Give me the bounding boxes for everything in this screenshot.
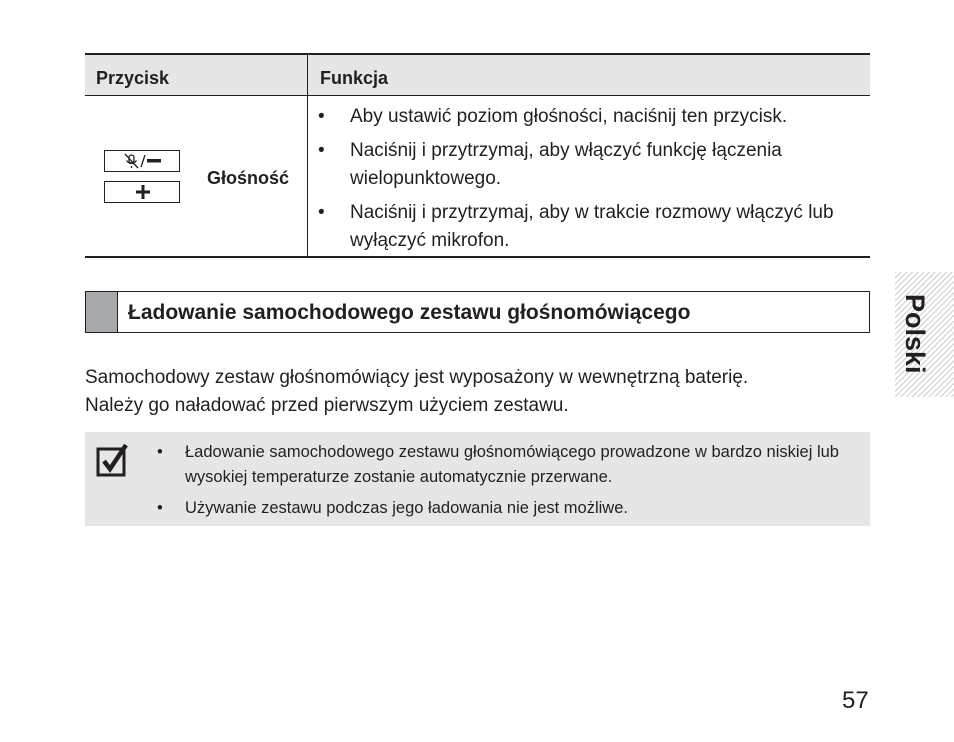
- mute-minus-icon: [105, 151, 179, 171]
- volume-down-key: [104, 150, 180, 172]
- language-side-tab: [895, 272, 954, 397]
- list-item: [318, 103, 868, 131]
- language-label: Polski: [900, 294, 930, 374]
- button-function-table: [85, 53, 870, 258]
- bullet: •: [157, 443, 163, 461]
- section-marker: [86, 292, 118, 332]
- table-column-divider: [307, 55, 308, 256]
- header-przycisk: Przycisk: [96, 68, 170, 88]
- list-item: [318, 137, 868, 193]
- table-header-row: [85, 55, 870, 95]
- bullet: •: [318, 140, 325, 161]
- header-funkcja: Funkcja: [320, 68, 389, 88]
- volume-up-key: [104, 181, 180, 203]
- function-text: Naciśnij i przytrzymaj, aby włączyć funkcję łączenia wielopunktowego.: [350, 140, 782, 189]
- section-heading: [85, 291, 870, 333]
- button-name-label: Głośność: [207, 168, 290, 188]
- list-item: [157, 440, 857, 490]
- note-list: [157, 440, 857, 527]
- function-text: Aby ustawić poziom głośności, naciśnij ten przycisk.: [350, 106, 788, 127]
- function-list: [318, 103, 868, 261]
- bullet: •: [318, 202, 325, 223]
- table-header-rule: [85, 95, 870, 96]
- list-item: [157, 496, 857, 521]
- page-number: 57: [842, 687, 869, 714]
- section-body: [85, 364, 865, 420]
- section-title: Ładowanie samochodowego zestawu głośnomówiącego: [128, 301, 691, 324]
- note-box: [85, 432, 870, 526]
- table-bottom-rule: [85, 256, 870, 258]
- bullet: •: [318, 106, 325, 127]
- note-text: Ładowanie samochodowego zestawu głośnomówiącego prowadzone w bardzo niskiej lub wysokiej temperaturze zostanie automatycznie przerwane.: [185, 443, 839, 486]
- bullet: •: [157, 499, 163, 517]
- note-text: Używanie zestawu podczas jego ładowania nie jest możliwe.: [185, 499, 628, 517]
- checkbox-check-icon: [96, 443, 132, 479]
- plus-icon: [105, 182, 179, 202]
- body-line: Samochodowy zestaw głośnomówiący jest wyposażony w wewnętrzną baterię.: [85, 367, 749, 388]
- function-text: Naciśnij i przytrzymaj, aby w trakcie rozmowy włączyć lub wyłączyć mikrofon.: [350, 202, 834, 251]
- list-item: [318, 199, 868, 255]
- body-line: Należy go naładować przed pierwszym użyciem zestawu.: [85, 395, 569, 416]
